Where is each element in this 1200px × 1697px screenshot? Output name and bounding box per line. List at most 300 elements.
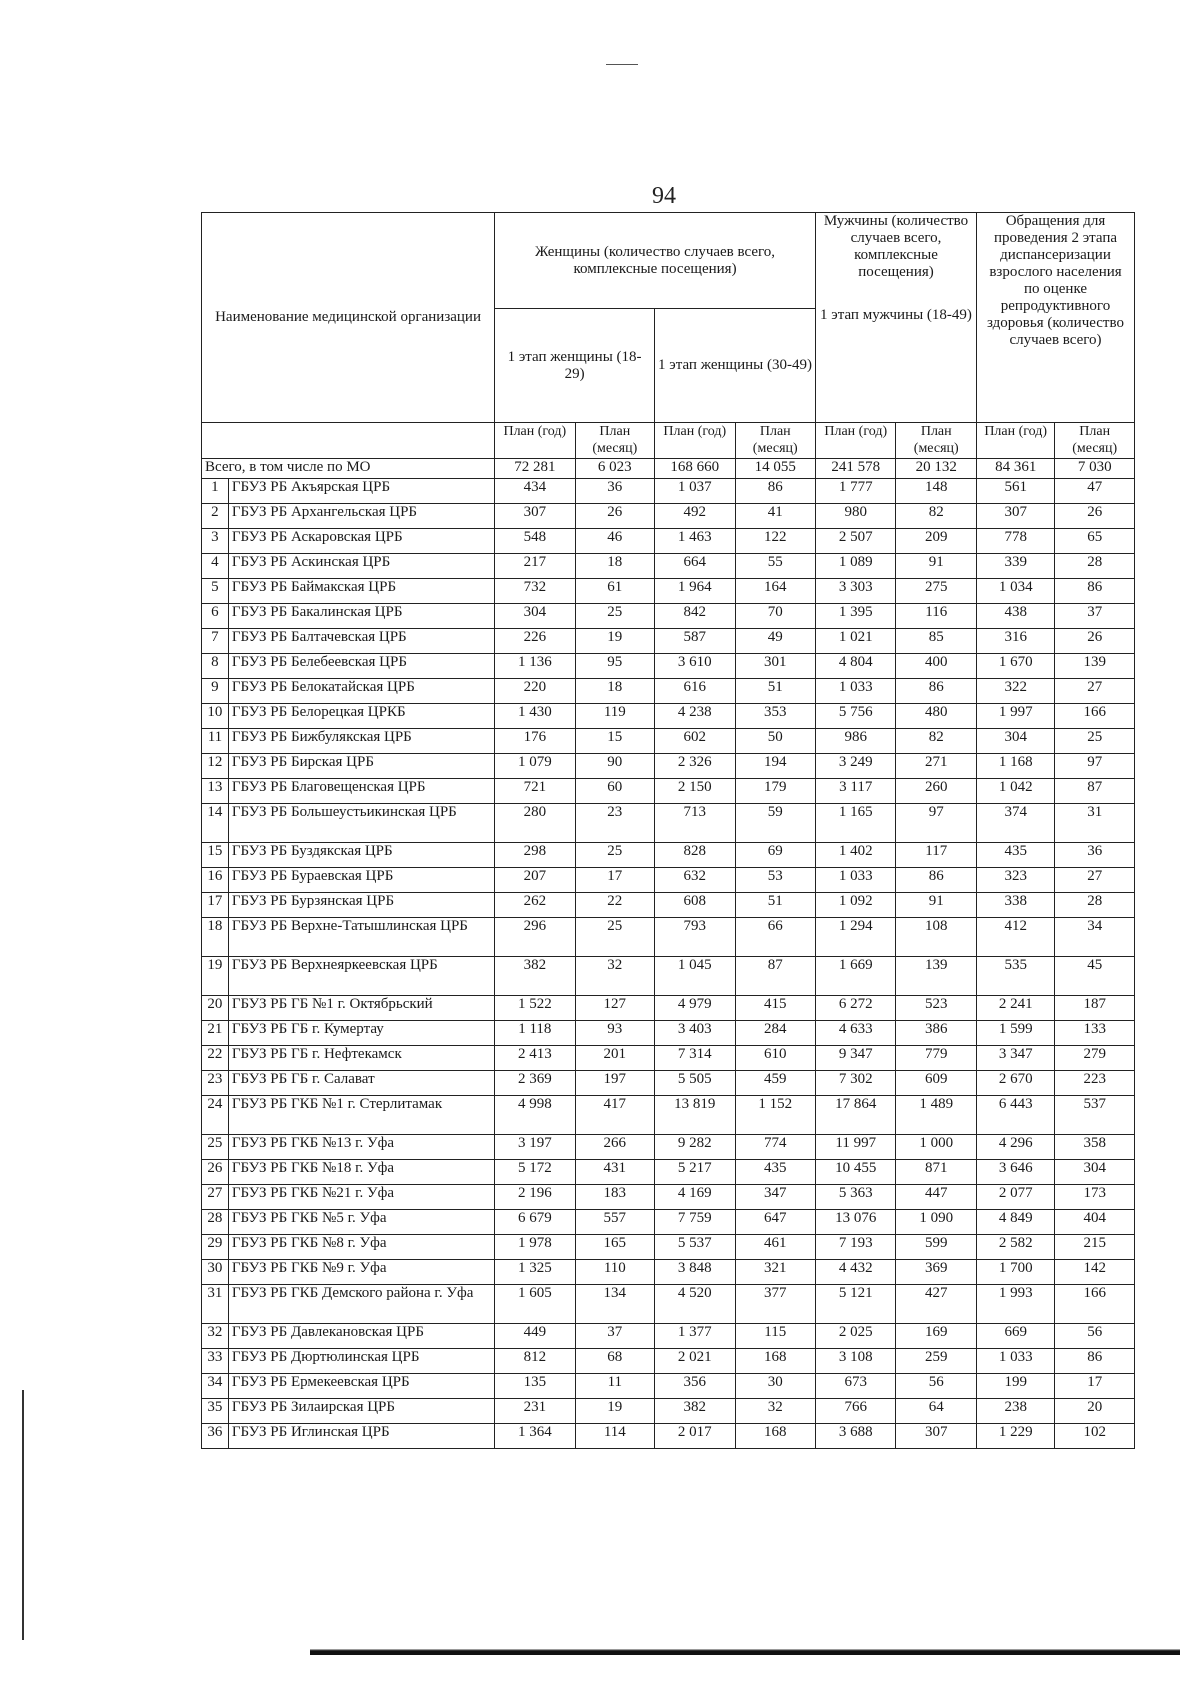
row-number: 17 [202, 893, 229, 918]
row-value: 284 [735, 1021, 815, 1046]
row-value: 5 537 [655, 1235, 735, 1260]
row-value: 374 [976, 804, 1054, 843]
row-value: 523 [896, 996, 977, 1021]
row-value: 632 [655, 868, 735, 893]
row-value: 164 [735, 579, 815, 604]
row-value: 1 042 [976, 779, 1054, 804]
row-value: 102 [1055, 1424, 1135, 1449]
row-value: 415 [735, 996, 815, 1021]
row-value: 17 864 [816, 1096, 896, 1135]
row-value: 1 964 [655, 579, 735, 604]
row-value: 377 [735, 1285, 815, 1324]
plan-year-header: План (год) [495, 423, 575, 459]
row-value: 1 670 [976, 654, 1054, 679]
row-value: 122 [735, 529, 815, 554]
row-value: 1 522 [495, 996, 575, 1021]
row-value: 86 [896, 679, 977, 704]
row-value: 217 [495, 554, 575, 579]
table-row [202, 843, 1135, 868]
row-value: 85 [896, 629, 977, 654]
organization-name: ГБУЗ РБ Благовещенская ЦРБ [228, 779, 494, 804]
organization-name: ГБУЗ РБ Верхнеяркеевская ЦРБ [228, 957, 494, 996]
row-value: 5 172 [495, 1160, 575, 1185]
row-value: 86 [1055, 579, 1135, 604]
row-value: 3 108 [816, 1349, 896, 1374]
row-value: 262 [495, 893, 575, 918]
row-value: 7 314 [655, 1046, 735, 1071]
row-value: 2 670 [976, 1071, 1054, 1096]
row-value: 307 [976, 504, 1054, 529]
row-value: 382 [655, 1399, 735, 1424]
organization-name: ГБУЗ РБ Бурзянская ЦРБ [228, 893, 494, 918]
row-value: 47 [1055, 479, 1135, 504]
row-value: 412 [976, 918, 1054, 957]
row-value: 4 238 [655, 704, 735, 729]
row-number: 1 [202, 479, 229, 504]
row-value: 369 [896, 1260, 977, 1285]
row-value: 231 [495, 1399, 575, 1424]
row-value: 2 021 [655, 1349, 735, 1374]
row-value: 5 363 [816, 1185, 896, 1210]
table-row [202, 529, 1135, 554]
row-value: 986 [816, 729, 896, 754]
row-value: 194 [735, 754, 815, 779]
row-value: 1 599 [976, 1021, 1054, 1046]
row-value: 23 [575, 804, 654, 843]
row-value: 30 [735, 1374, 815, 1399]
table-row [202, 1135, 1135, 1160]
row-value: 1 402 [816, 843, 896, 868]
row-value: 11 997 [816, 1135, 896, 1160]
organization-name: ГБУЗ РБ Бижбулякская ЦРБ [228, 729, 494, 754]
row-value: 1 165 [816, 804, 896, 843]
row-value: 7 193 [816, 1235, 896, 1260]
organization-name: ГБУЗ РБ ГБ г. Кумертау [228, 1021, 494, 1046]
organization-name: ГБУЗ РБ Большеустьикинская ЦРБ [228, 804, 494, 843]
organization-name: ГБУЗ РБ ГБ №1 г. Октябрьский [228, 996, 494, 1021]
row-value: 119 [575, 704, 654, 729]
row-value: 766 [816, 1399, 896, 1424]
row-value: 2 025 [816, 1324, 896, 1349]
row-number: 28 [202, 1210, 229, 1235]
row-value: 114 [575, 1424, 654, 1449]
table-row [202, 957, 1135, 996]
row-value: 548 [495, 529, 575, 554]
row-value: 9 282 [655, 1135, 735, 1160]
row-value: 28 [1055, 554, 1135, 579]
row-value: 32 [735, 1399, 815, 1424]
row-value: 435 [735, 1160, 815, 1185]
plan-month-header: План (месяц) [575, 423, 654, 459]
organization-name: ГБУЗ РБ Ермекеевская ЦРБ [228, 1374, 494, 1399]
row-value: 166 [1055, 1285, 1135, 1324]
table-body [202, 459, 1135, 1449]
row-value: 25 [1055, 729, 1135, 754]
row-value: 60 [575, 779, 654, 804]
row-value: 1 033 [976, 1349, 1054, 1374]
row-value: 65 [1055, 529, 1135, 554]
row-value: 1 700 [976, 1260, 1054, 1285]
row-value: 117 [896, 843, 977, 868]
row-number: 14 [202, 804, 229, 843]
row-value: 9 347 [816, 1046, 896, 1071]
row-value: 51 [735, 679, 815, 704]
row-value: 1 669 [816, 957, 896, 996]
row-value: 37 [575, 1324, 654, 1349]
row-value: 298 [495, 843, 575, 868]
row-value: 4 296 [976, 1135, 1054, 1160]
table-row [202, 804, 1135, 843]
row-value: 561 [976, 479, 1054, 504]
row-value: 322 [976, 679, 1054, 704]
row-value: 1 034 [976, 579, 1054, 604]
organization-name: ГБУЗ РБ Баймакская ЦРБ [228, 579, 494, 604]
row-value: 1 033 [816, 868, 896, 893]
row-number: 31 [202, 1285, 229, 1324]
plan-month-header: План (месяц) [735, 423, 815, 459]
row-value: 223 [1055, 1071, 1135, 1096]
plan-month-header: План (месяц) [1055, 423, 1135, 459]
row-value: 2 077 [976, 1185, 1054, 1210]
row-number: 18 [202, 918, 229, 957]
row-value: 1 090 [896, 1210, 977, 1235]
row-value: 201 [575, 1046, 654, 1071]
row-number: 6 [202, 604, 229, 629]
row-value: 87 [1055, 779, 1135, 804]
row-number: 13 [202, 779, 229, 804]
row-value: 4 169 [655, 1185, 735, 1210]
row-value: 91 [896, 893, 977, 918]
table-row [202, 479, 1135, 504]
row-value: 37 [1055, 604, 1135, 629]
header-men-group [816, 213, 977, 423]
row-number: 15 [202, 843, 229, 868]
row-value: 338 [976, 893, 1054, 918]
row-value: 259 [896, 1349, 977, 1374]
table-row [202, 579, 1135, 604]
row-number: 20 [202, 996, 229, 1021]
row-value: 2 369 [495, 1071, 575, 1096]
row-value: 1 089 [816, 554, 896, 579]
row-value: 304 [1055, 1160, 1135, 1185]
row-value: 66 [735, 918, 815, 957]
row-value: 828 [655, 843, 735, 868]
row-value: 435 [976, 843, 1054, 868]
row-value: 271 [896, 754, 977, 779]
row-value: 4 998 [495, 1096, 575, 1135]
row-value: 93 [575, 1021, 654, 1046]
row-value: 176 [495, 729, 575, 754]
row-value: 68 [575, 1349, 654, 1374]
row-value: 1 993 [976, 1285, 1054, 1324]
table-row [202, 1046, 1135, 1071]
row-value: 148 [896, 479, 977, 504]
table-row [202, 729, 1135, 754]
row-number: 4 [202, 554, 229, 579]
row-value: 168 [735, 1424, 815, 1449]
row-value: 434 [495, 479, 575, 504]
row-value: 1 377 [655, 1324, 735, 1349]
row-number: 34 [202, 1374, 229, 1399]
organization-name: ГБУЗ РБ Дюртюлинская ЦРБ [228, 1349, 494, 1374]
row-value: 28 [1055, 893, 1135, 918]
row-value: 139 [896, 957, 977, 996]
row-value: 427 [896, 1285, 977, 1324]
row-value: 36 [1055, 843, 1135, 868]
row-value: 356 [655, 1374, 735, 1399]
row-number: 7 [202, 629, 229, 654]
row-value: 27 [1055, 868, 1135, 893]
organization-name: ГБУЗ РБ Аскинская ЦРБ [228, 554, 494, 579]
row-value: 557 [575, 1210, 654, 1235]
row-value: 2 196 [495, 1185, 575, 1210]
top-dash-mark [606, 64, 638, 65]
row-value: 13 076 [816, 1210, 896, 1235]
row-value: 6 272 [816, 996, 896, 1021]
organization-name: ГБУЗ РБ ГБ г. Салават [228, 1071, 494, 1096]
row-value: 207 [495, 868, 575, 893]
header-women-18-29: 1 этап женщины (18-29) [495, 309, 655, 423]
row-value: 11 [575, 1374, 654, 1399]
row-value: 165 [575, 1235, 654, 1260]
row-value: 55 [735, 554, 815, 579]
row-value: 669 [976, 1324, 1054, 1349]
row-value: 461 [735, 1235, 815, 1260]
row-number: 2 [202, 504, 229, 529]
row-value: 197 [575, 1071, 654, 1096]
organization-name: ГБУЗ РБ ГКБ №1 г. Стерлитамак [228, 1096, 494, 1135]
row-value: 3 610 [655, 654, 735, 679]
row-value: 97 [1055, 754, 1135, 779]
row-value: 90 [575, 754, 654, 779]
row-value: 3 646 [976, 1160, 1054, 1185]
table-row [202, 779, 1135, 804]
row-value: 5 121 [816, 1285, 896, 1324]
row-value: 31 [1055, 804, 1135, 843]
row-value: 61 [575, 579, 654, 604]
total-value: 6 023 [575, 459, 654, 479]
row-value: 3 688 [816, 1424, 896, 1449]
header-repro-group: Обращения для проведения 2 этапа диспансеризации взрослого населения по оценке репродуктивного здоровья (количество случаев всего) [976, 213, 1134, 423]
organization-name: ГБУЗ РБ Архангельская ЦРБ [228, 504, 494, 529]
table-row [202, 1285, 1135, 1324]
row-value: 358 [1055, 1135, 1135, 1160]
row-value: 1 294 [816, 918, 896, 957]
row-value: 431 [575, 1160, 654, 1185]
row-value: 199 [976, 1374, 1054, 1399]
plan-table [201, 212, 1135, 1449]
organization-name: ГБУЗ РБ Аскаровская ЦРБ [228, 529, 494, 554]
row-value: 18 [575, 679, 654, 704]
organization-name: ГБУЗ РБ ГКБ Демского района г. Уфа [228, 1285, 494, 1324]
row-value: 17 [575, 868, 654, 893]
row-value: 1 000 [896, 1135, 977, 1160]
row-number: 24 [202, 1096, 229, 1135]
row-value: 599 [896, 1235, 977, 1260]
table-row [202, 654, 1135, 679]
row-number: 10 [202, 704, 229, 729]
organization-name: ГБУЗ РБ ГКБ №5 г. Уфа [228, 1210, 494, 1235]
total-row [202, 459, 1135, 479]
row-value: 353 [735, 704, 815, 729]
row-value: 10 455 [816, 1160, 896, 1185]
total-label: Всего, в том числе по МО [202, 459, 495, 479]
row-value: 307 [495, 504, 575, 529]
row-number: 23 [202, 1071, 229, 1096]
row-value: 179 [735, 779, 815, 804]
table-row [202, 679, 1135, 704]
row-value: 86 [1055, 1349, 1135, 1374]
row-value: 1 430 [495, 704, 575, 729]
organization-name: ГБУЗ РБ ГБ г. Нефтекамск [228, 1046, 494, 1071]
row-value: 17 [1055, 1374, 1135, 1399]
row-value: 25 [575, 843, 654, 868]
row-value: 2 582 [976, 1235, 1054, 1260]
row-value: 400 [896, 654, 977, 679]
table-row [202, 1210, 1135, 1235]
row-number: 32 [202, 1324, 229, 1349]
row-value: 323 [976, 868, 1054, 893]
row-value: 226 [495, 629, 575, 654]
table-row [202, 1235, 1135, 1260]
row-value: 307 [896, 1424, 977, 1449]
row-value: 15 [575, 729, 654, 754]
table-row [202, 554, 1135, 579]
row-value: 1 605 [495, 1285, 575, 1324]
row-number: 33 [202, 1349, 229, 1374]
row-value: 59 [735, 804, 815, 843]
organization-name: ГБУЗ РБ ГКБ №8 г. Уфа [228, 1235, 494, 1260]
row-value: 50 [735, 729, 815, 754]
row-number: 16 [202, 868, 229, 893]
row-value: 34 [1055, 918, 1135, 957]
plan-year-header: План (год) [655, 423, 735, 459]
row-value: 480 [896, 704, 977, 729]
row-value: 3 197 [495, 1135, 575, 1160]
row-value: 220 [495, 679, 575, 704]
row-number: 35 [202, 1399, 229, 1424]
row-value: 347 [735, 1185, 815, 1210]
row-value: 3 848 [655, 1260, 735, 1285]
row-value: 4 432 [816, 1260, 896, 1285]
row-value: 19 [575, 1399, 654, 1424]
row-value: 27 [1055, 679, 1135, 704]
row-value: 1 079 [495, 754, 575, 779]
row-value: 587 [655, 629, 735, 654]
row-value: 5 505 [655, 1071, 735, 1096]
row-value: 187 [1055, 996, 1135, 1021]
organization-name: ГБУЗ РБ Белорецкая ЦРКБ [228, 704, 494, 729]
row-value: 41 [735, 504, 815, 529]
row-number: 36 [202, 1424, 229, 1449]
row-value: 86 [735, 479, 815, 504]
header-women-group: Женщины (количество случаев всего, комплексные посещения) [495, 213, 816, 309]
header-men-group-label: Мужчины (количество случаев всего, комплексные посещения) [823, 213, 969, 280]
organization-name: ГБУЗ РБ Буздякская ЦРБ [228, 843, 494, 868]
organization-name: ГБУЗ РБ Бакалинская ЦРБ [228, 604, 494, 629]
row-value: 7 759 [655, 1210, 735, 1235]
total-value: 72 281 [495, 459, 575, 479]
table-row [202, 893, 1135, 918]
row-value: 616 [655, 679, 735, 704]
table-row [202, 1324, 1135, 1349]
row-number: 12 [202, 754, 229, 779]
total-value: 168 660 [655, 459, 735, 479]
row-value: 209 [896, 529, 977, 554]
organization-name: ГБУЗ РБ Белебеевская ЦРБ [228, 654, 494, 679]
row-value: 3 403 [655, 1021, 735, 1046]
table-row [202, 1424, 1135, 1449]
row-value: 32 [575, 957, 654, 996]
organization-name: ГБУЗ РБ ГКБ №21 г. Уфа [228, 1185, 494, 1210]
row-value: 304 [495, 604, 575, 629]
row-value: 812 [495, 1349, 575, 1374]
row-value: 4 849 [976, 1210, 1054, 1235]
row-value: 56 [1055, 1324, 1135, 1349]
plan-year-header: План (год) [816, 423, 896, 459]
table-row [202, 918, 1135, 957]
organization-name: ГБУЗ РБ ГКБ №13 г. Уфа [228, 1135, 494, 1160]
row-value: 732 [495, 579, 575, 604]
row-value: 1 045 [655, 957, 735, 996]
row-value: 6 679 [495, 1210, 575, 1235]
row-value: 86 [896, 868, 977, 893]
table-row [202, 1260, 1135, 1285]
row-value: 69 [735, 843, 815, 868]
row-value: 793 [655, 918, 735, 957]
row-value: 980 [816, 504, 896, 529]
organization-name: ГБУЗ РБ Иглинская ЦРБ [228, 1424, 494, 1449]
row-value: 18 [575, 554, 654, 579]
row-value: 13 819 [655, 1096, 735, 1135]
row-number: 19 [202, 957, 229, 996]
row-value: 183 [575, 1185, 654, 1210]
row-value: 610 [735, 1046, 815, 1071]
row-value: 1 152 [735, 1096, 815, 1135]
row-value: 70 [735, 604, 815, 629]
row-value: 609 [896, 1071, 977, 1096]
header-women-30-49: 1 этап женщины (30-49) [655, 309, 816, 423]
row-value: 280 [495, 804, 575, 843]
organization-name: ГБУЗ РБ ГКБ №18 г. Уфа [228, 1160, 494, 1185]
row-value: 279 [1055, 1046, 1135, 1071]
row-value: 127 [575, 996, 654, 1021]
row-value: 26 [575, 504, 654, 529]
row-number: 26 [202, 1160, 229, 1185]
row-value: 6 443 [976, 1096, 1054, 1135]
row-value: 1 168 [976, 754, 1054, 779]
row-value: 3 249 [816, 754, 896, 779]
row-value: 3 347 [976, 1046, 1054, 1071]
row-value: 53 [735, 868, 815, 893]
row-value: 64 [896, 1399, 977, 1424]
header-men-subgroup-label: 1 этап мужчины (18-49) [820, 307, 972, 323]
total-value: 20 132 [896, 459, 977, 479]
total-value: 84 361 [976, 459, 1054, 479]
row-value: 304 [976, 729, 1054, 754]
organization-name: ГБУЗ РБ Акъярская ЦРБ [228, 479, 494, 504]
organization-name: ГБУЗ РБ Верхне-Татышлинская ЦРБ [228, 918, 494, 957]
row-value: 116 [896, 604, 977, 629]
row-value: 19 [575, 629, 654, 654]
row-value: 5 217 [655, 1160, 735, 1185]
row-value: 4 633 [816, 1021, 896, 1046]
row-value: 4 520 [655, 1285, 735, 1324]
row-value: 2 150 [655, 779, 735, 804]
row-value: 1 033 [816, 679, 896, 704]
row-value: 1 978 [495, 1235, 575, 1260]
row-value: 95 [575, 654, 654, 679]
